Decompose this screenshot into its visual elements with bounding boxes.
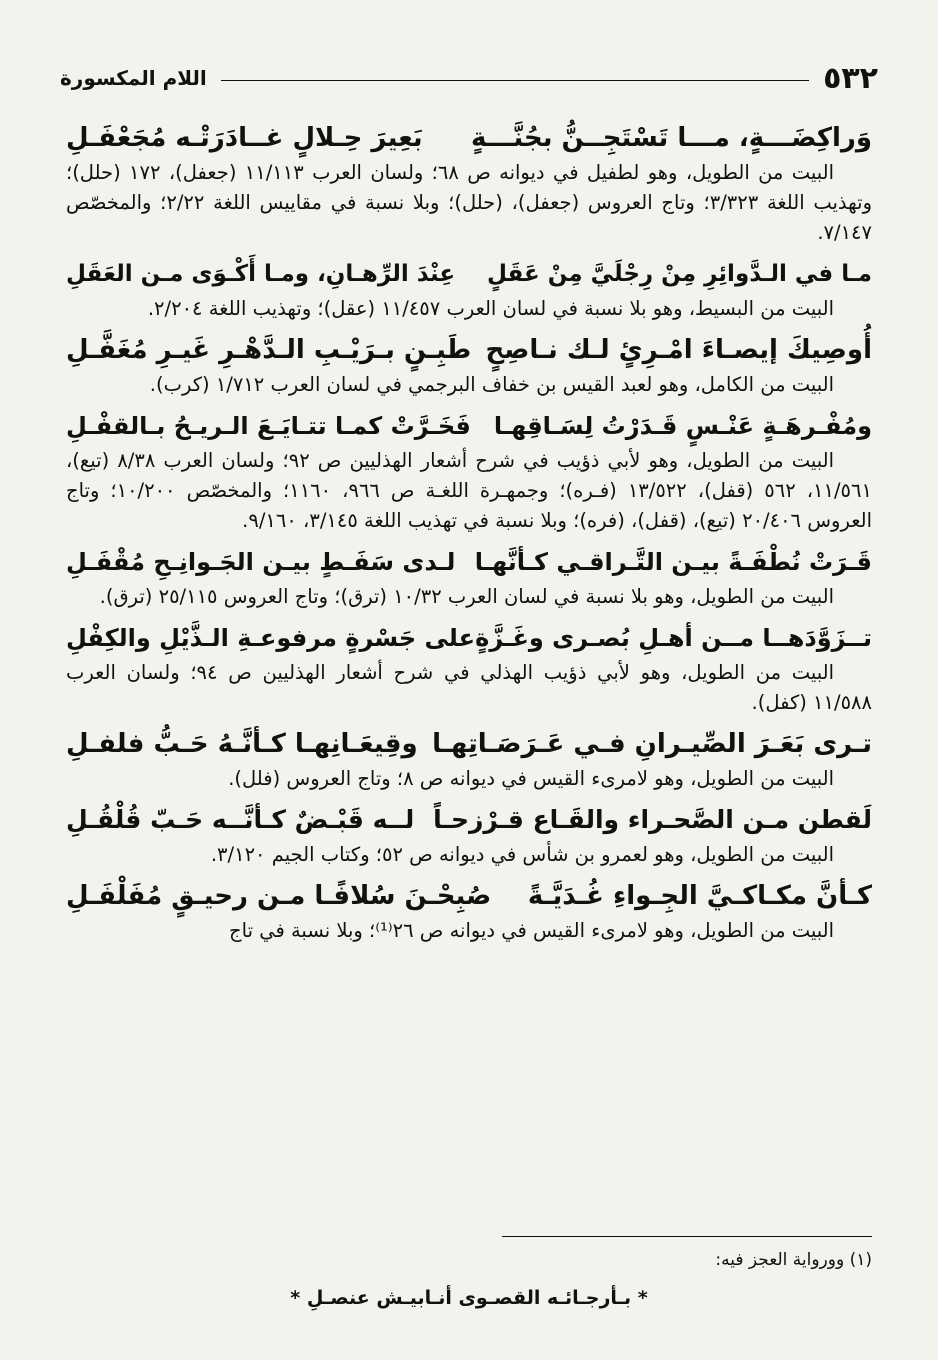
- second-hemistich: بَعِيرَ حِـلالٍ غــادَرَتْـه مُجَعْفَـلِ: [66, 123, 423, 153]
- verse-line: [66, 406, 872, 446]
- second-hemistich: طَبِـنٍ بـرَيْـبِ الـدَّهْـرِ غَيـرِ مُغَفَّـلِ: [66, 335, 472, 365]
- footnote-label: (١) وورواية العجز فيه:: [715, 1250, 872, 1270]
- verse-entry: [66, 800, 872, 870]
- verse-line: [66, 876, 872, 916]
- page-number: ٥٣٢: [823, 60, 878, 96]
- second-hemistich: فَخَـرَّتْ كمـا تتـايَـعَ الـريـحُ بـالقفْـلِ: [66, 412, 471, 440]
- first-hemistich: لَقطن مـن الصَّحـراء والقَـاع قـرْزحـاً: [433, 805, 872, 834]
- header-rule: [221, 80, 809, 81]
- footnote-verse: * بـأرجـائـه القصـوى أنـابيـش عنصـلِ *: [290, 1287, 648, 1309]
- page-header: [60, 58, 878, 98]
- verse-entries: [66, 118, 872, 952]
- verse-entry: [66, 118, 872, 248]
- verse-note: البيت من الطويل، وهو لأبي ذؤيب في شرح أشعار الهذليين ص ٩٢؛ ولسان العرب ٨/٣٨ (تيع)، ١١/٥٦١، ٥٦٢ (قفل)، ١٣/٥٢٢ (فـره)؛ وجمهـرة اللغـة ص ٩٦٦، ١١٦٠؛ والمخصّص ١٠/٢٠٠؛ وتاج العروس ٢٠/٤٠٦ (تيع)، (قفل)، (فره)؛ وبلا نسبة في تهذيب اللغة ٣/١٤٥، ٩/١٦٠.: [66, 449, 872, 532]
- verse-note: البيت من الطويل، وهو لأبي ذؤيب الهذلي في شرح أشعار الهذليين ص ٩٤؛ ولسان العرب ١١/٥٨٨ (كفل).: [66, 661, 872, 714]
- verse-note: البيت من الطويل، وهو لطفيل في ديوانه ص ٦٨؛ ولسان العرب ١١/١١٣ (جعفل)، ١٧٢ (حلل)؛ وتهذيب اللغة ٣/٣٢٣؛ وتاج العروس (جعفل)، (حلل)؛ وبلا نسبة في مقاييس اللغة ٢/٢٢؛ والمخصّص ٧/١٤٧.: [66, 161, 873, 244]
- verse-note: البيت من الطويل، وهو لامرىء القيس في ديوانه ص ٢٦⁽¹⁾؛ وبلا نسبة في تاج: [229, 919, 834, 942]
- verse-note: البيت من الكامل، وهو لعبد القيس بن خفاف البرجمي في لسان العرب ١/٧١٢ (كرب).: [149, 373, 834, 396]
- second-hemistich: وقِيعَـانِهـا كـأنَّـهُ حَـبُّ فلفـلِ: [66, 729, 418, 759]
- footnotes: [66, 1236, 872, 1309]
- verse-line: [66, 800, 872, 840]
- first-hemistich: ومُفْـرهَـةٍ عَنْـسٍ قَـدَرْتُ لِسَـاقِهـا: [493, 412, 872, 440]
- verse-entry: [66, 876, 872, 946]
- verse-line: [66, 330, 872, 370]
- verse-line: [66, 118, 872, 158]
- first-hemistich: أُوصِيكَ إيصـاءَ امْـرِئٍ لـك نـاصِحٍ: [485, 335, 872, 365]
- second-hemistich: لـدى سَفَـطٍ بيـن الجَـوانِـحِ مُقْفَـلِ: [66, 548, 456, 576]
- running-title: اللام المكسورة: [60, 66, 207, 90]
- verse-entry: [66, 542, 872, 612]
- footnote-rule: [502, 1236, 872, 1237]
- second-hemistich: صُبِحْـنَ سُلافًـا مـن رحيـقٍ مُفَلْفَـلِ: [66, 881, 492, 911]
- verse-note: البيت من الطويل، وهو لعمرو بن شأس في ديوانه ص ٥٢؛ وكتاب الجيم ٣/١٢٠.: [210, 843, 834, 866]
- verse-line: [66, 618, 872, 658]
- verse-note: البيت من البسيط، وهو بلا نسبة في لسان العرب ١١/٤٥٧ (عقل)؛ وتهذيب اللغة ٢/٢٠٤.: [147, 297, 834, 320]
- first-hemistich: قَـرَتْ نُطْفَـةً بيـن التَّـراقـي كـأنَّهـا: [474, 548, 872, 576]
- first-hemistich: كـأنَّ مكـاكـيَّ الجِـواءِ غُـدَيَّـةً: [527, 881, 872, 911]
- first-hemistich: تــزَوَّدَهــا مــن أهـلِ بُصـرى وغَـزَّةٍ: [475, 624, 872, 652]
- verse-entry: [66, 330, 872, 400]
- second-hemistich: على جَسْرةٍ مرفوعـةِ الـذَّيْلِ والكِفْلِ: [66, 624, 475, 652]
- second-hemistich: لــه قَبْـضٌ كـأنَّــه حَـبّ قُلْقُـلِ: [66, 805, 415, 834]
- verse-entry: [66, 618, 872, 718]
- verse-entry: [66, 254, 872, 324]
- verse-note: البيت من الطويل، وهو بلا نسبة في لسان العرب ١٠/٣٢ (ترق)؛ وتاج العروس ٢٥/١١٥ (ترق).: [99, 585, 834, 608]
- verse-entry: [66, 724, 872, 794]
- verse-line: [66, 542, 872, 582]
- verse-note: البيت من الطويل، وهو لامرىء القيس في ديوانه ص ٨؛ وتاج العروس (فلل).: [228, 767, 834, 790]
- first-hemistich: تـرى بَعَـرَ الصِّيـرانِ فـي عَـرَصَـاتِهـا: [432, 729, 872, 759]
- verse-entry: [66, 406, 872, 536]
- second-hemistich: عِنْدَ الرِّهـانِ، ومـا أَكْـوَى مـن العَقَلِ: [66, 261, 456, 287]
- first-hemistich: مـا في الـدَّوائِرِ مِنْ رِجْلَيَّ مِنْ عَقَلٍ: [486, 261, 872, 287]
- verse-line: [66, 724, 872, 764]
- first-hemistich: وَراكِضَـــةٍ، مـــا تَسْتَجِــنُّ بجُنَّـــةٍ: [470, 123, 872, 153]
- verse-line: [66, 254, 872, 294]
